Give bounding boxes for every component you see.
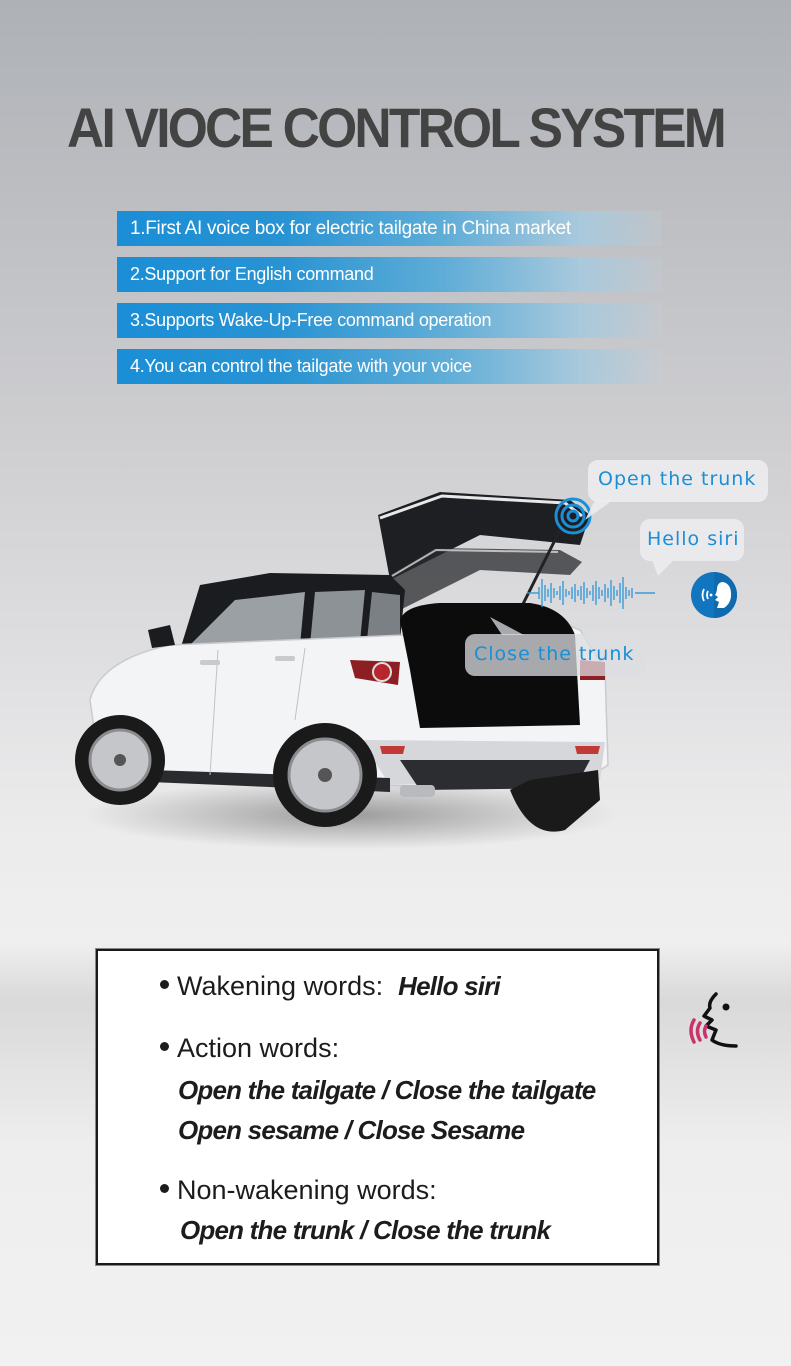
- bubble-text: Hello siri: [647, 528, 740, 550]
- speech-bubble-open-trunk: [588, 460, 768, 502]
- feature-item: 4.You can control the tailgate with your voice: [117, 349, 662, 384]
- bubble-text: Open the trunk: [598, 468, 757, 490]
- bubble-tail: [585, 500, 615, 522]
- feature-item: 3.Supports Wake-Up-Free command operation: [117, 303, 662, 338]
- speech-bubble-hello-siri: [640, 519, 744, 561]
- speaking-face-icon: [686, 990, 742, 1054]
- bullet-icon: [160, 1184, 169, 1193]
- feature-item: 2.Support for English command: [117, 257, 662, 292]
- action-words-row: [160, 1033, 339, 1064]
- action-label: Action words:: [177, 1033, 340, 1063]
- bullet-icon: [160, 980, 169, 989]
- non-wakening-words-row: [160, 1175, 437, 1206]
- page-title: AI VIOCE CONTROL SYSTEM: [67, 96, 724, 159]
- wakening-label: Wakening words:: [177, 971, 384, 1001]
- voice-speaker-icon: [690, 571, 738, 619]
- commands-panel: [96, 949, 659, 1265]
- bubble-tail: [490, 617, 526, 637]
- wakening-value: Hello siri: [398, 971, 500, 1001]
- speech-bubble-close-trunk: [465, 634, 646, 676]
- non-wakening-word-item: Open the trunk / Close the trunk: [180, 1215, 551, 1245]
- bubble-text: Close the trunk: [474, 643, 635, 665]
- feature-item: 1.First AI voice box for electric tailgate in China market: [117, 211, 662, 246]
- action-word-item: Open the tailgate / Close the tailgate: [178, 1075, 596, 1105]
- feature-list: [117, 211, 662, 395]
- bubble-tail: [652, 560, 678, 580]
- non-wakening-label: Non-wakening words:: [177, 1175, 437, 1205]
- wakening-words-row: [160, 971, 500, 1002]
- bullet-icon: [160, 1042, 169, 1051]
- sound-wave-icon: [525, 575, 665, 611]
- action-word-item: Open sesame / Close Sesame: [178, 1115, 525, 1145]
